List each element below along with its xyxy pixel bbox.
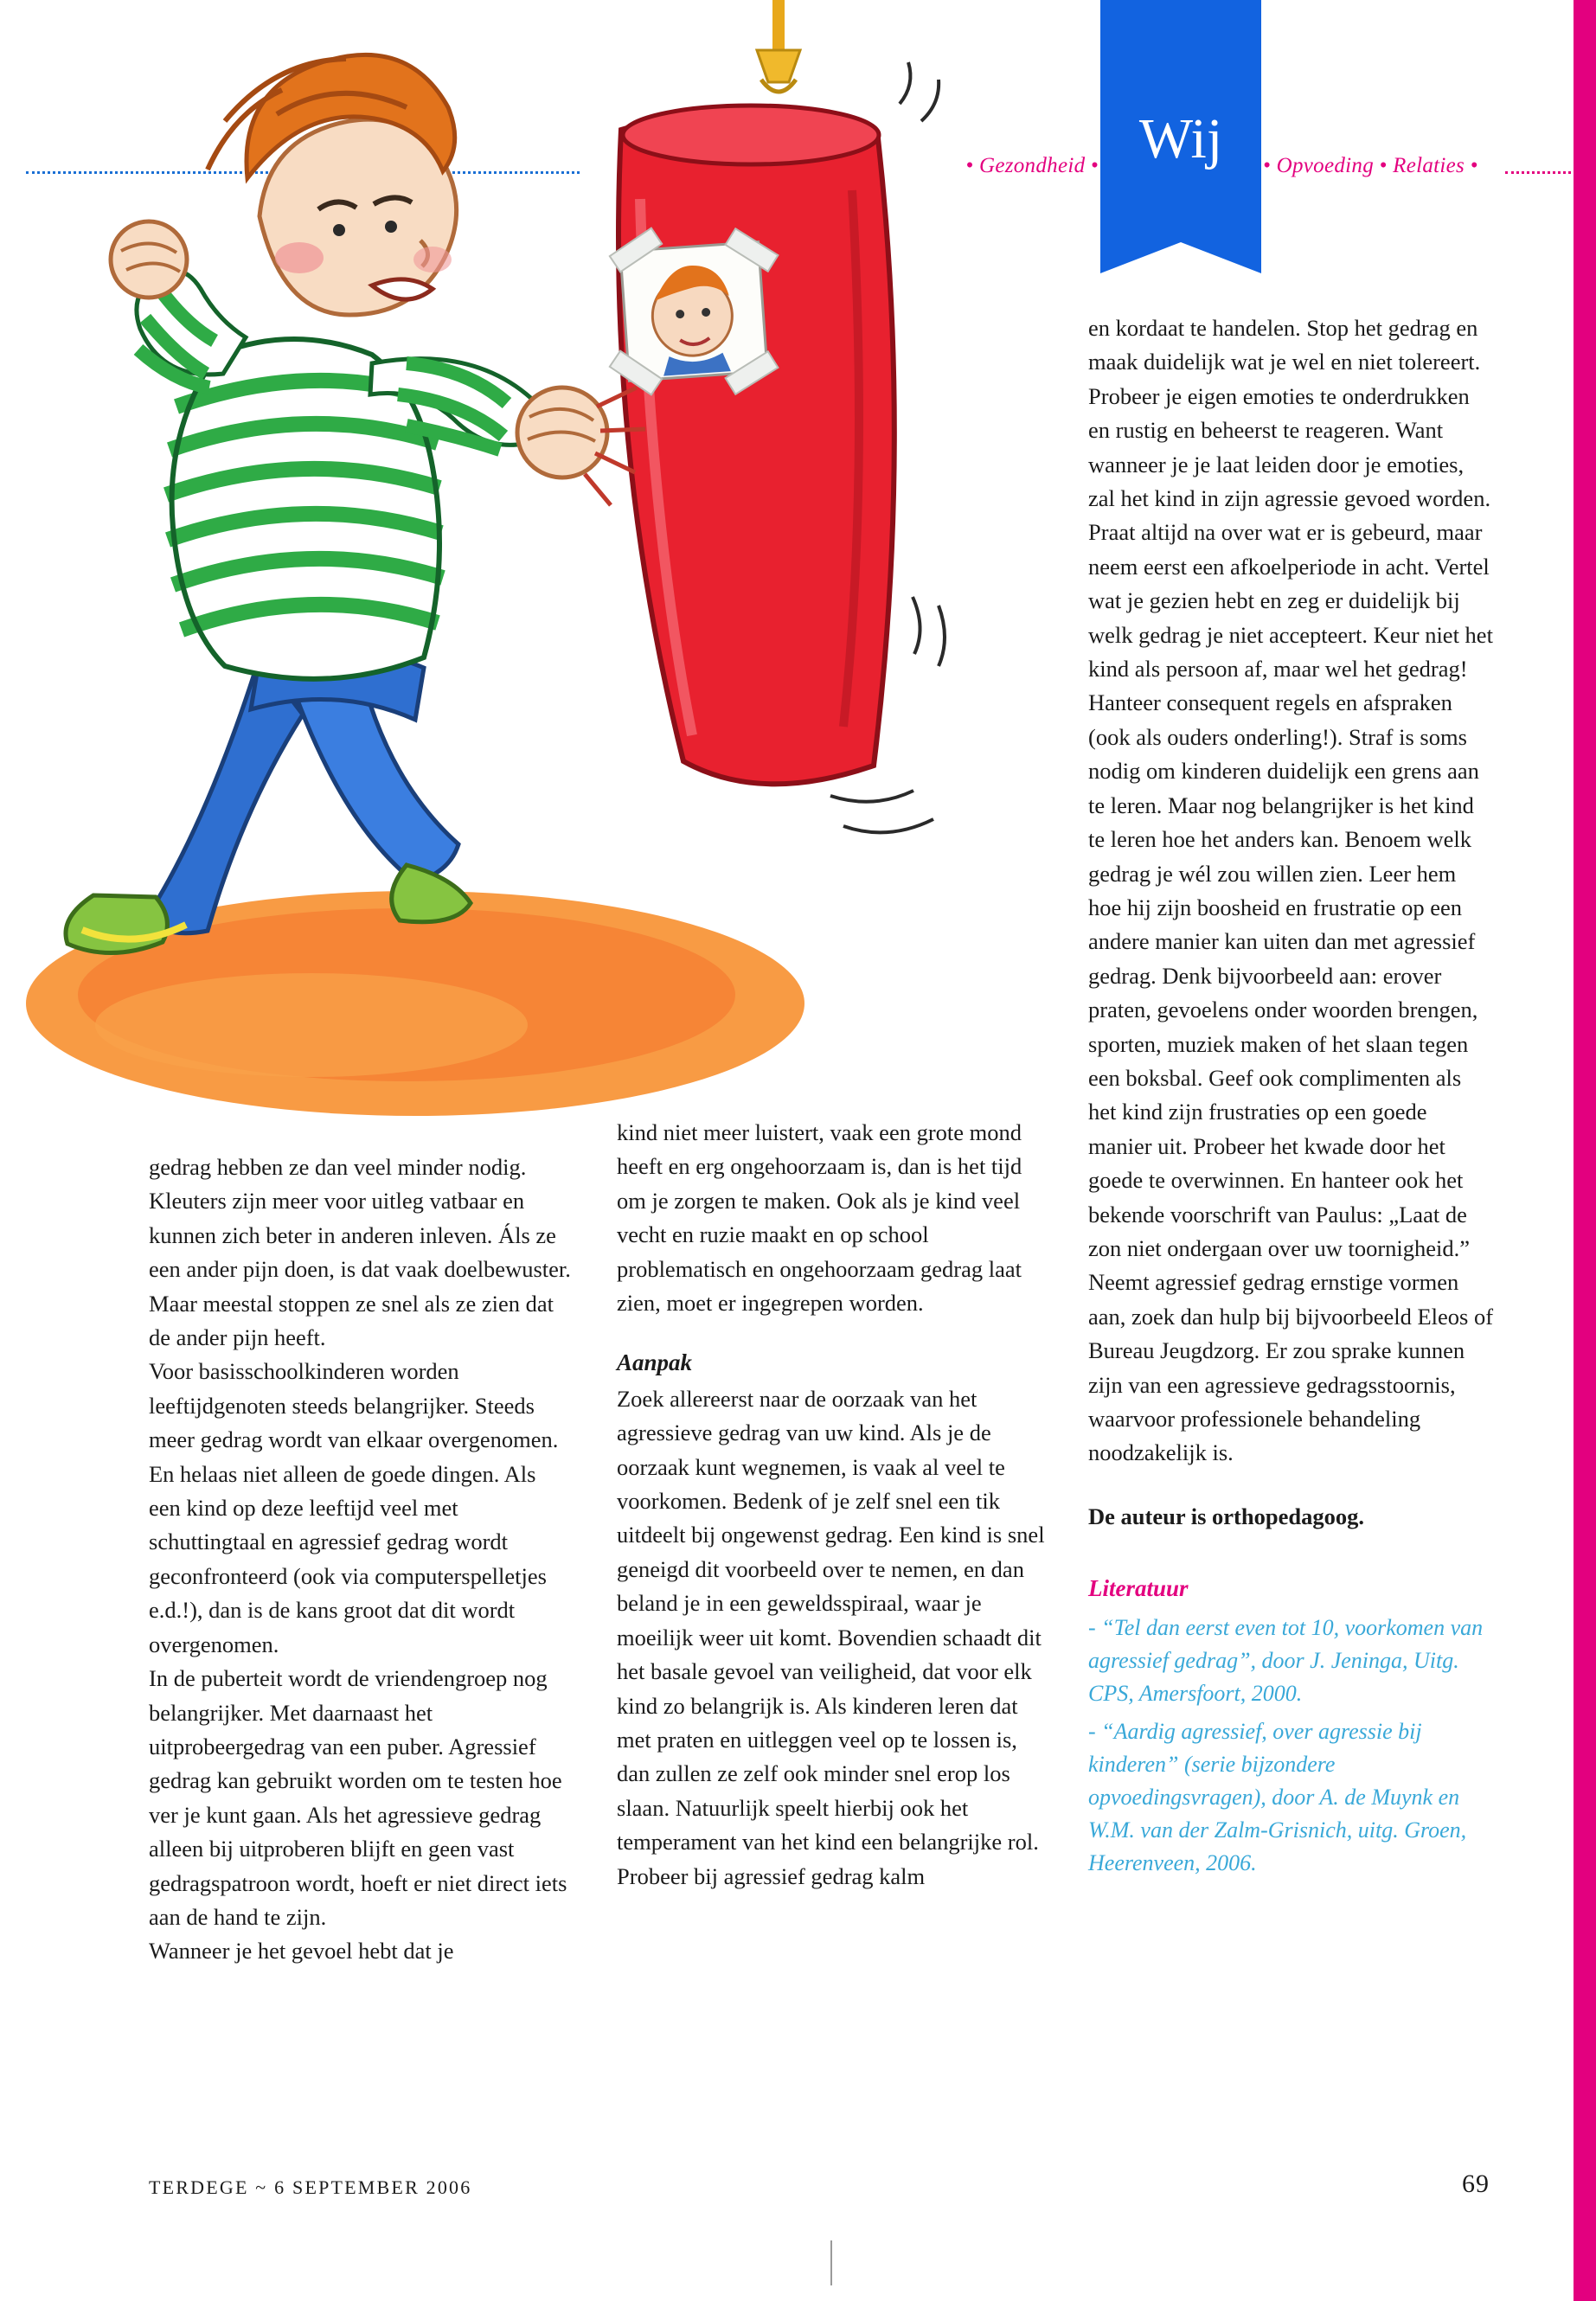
crop-mark: [830, 2240, 832, 2285]
paragraph: kind niet meer luistert, vaak een grote mond heeft en erg ongehoorzaam is, dan is het tijd om je zorgen te maken. Ook als je kind veel vecht en ruzie maakt en op school problematisch en ongehoorzaam gedrag laat zien, moet er ingegrepen worden.: [617, 1119, 1022, 1317]
literature-heading: Literatuur: [1088, 1575, 1189, 1602]
page-number: 69: [1462, 2170, 1490, 2198]
paragraph: In de puberteit wordt de vriendengroep nog belangrijker. Met daarnaast het uitprobeergedrag van een puber. Agressief gedrag kan gebruikt worden om te testen hoe ver je kunt gaan. Als het agressieve gedrag alleen bij uitproberen blijft en geen vast gedragspatroon wordt, hoeft er niet direct iets aan de hand te zijn.: [149, 1665, 567, 1930]
masthead-title: Wij: [1138, 107, 1223, 170]
article-column-2: [617, 1116, 1049, 1894]
paragraph: en kordaat te handelen. Stop het gedrag en maak duidelijk wat je wel en niet tolereert. Probeer je eigen emoties te onderdrukken en rustig en beheerst te reageren. Want wanneer je je laat leiden door je emoties, zal het kind in zijn agressie gevoed worden. Praat altijd na over wat er is gebeurd, maar neem eerst een afkoelperiode in acht. Vertel wat je gezien hebt en zeg er duidelijk bij welk gedrag je niet accepteert. Keur niet het kind als persoon af, maar wel het gedrag! Hanteer consequent regels en afspraken (ook als ouders onderling!). Straf is soms nodig om kinderen duidelijk een grens aan te leren. Maar nog belangrijker is het kind te leren hoe het anders kan. Benoem welk gedrag je wél zou willen zien. Leer hem hoe hij zijn boosheid en frustratie op een andere manier kan uiten dan met agressief gedrag. Denk bijvoorbeeld aan: erover praten, gevoelens onder woorden brengen, sporten, muziek maken of het slaan tegen een boksbal. Geef ook complimenten als het kind zijn frustraties op een goede manier uit. Probeer het kwade door het goede te overwinnen. En hanteer ook het bekende voorschrift van Paulus: „Laat de zon niet ondergaan over uw toornigheid.”: [1088, 315, 1493, 1261]
paragraph: Probeer bij agressief gedrag kalm: [617, 1862, 926, 1889]
page-edge-bar: [1574, 0, 1596, 2301]
header-topic-opvoeding-relaties: • Opvoeding • Relaties •: [1263, 154, 1478, 177]
literature-item: - “Aardig agressief, over agressie bij kinderen” (serie bijzondere opvoedingsvragen), door A. de Muynk en W.M. van der Zalm-Grisnich, uitg. Groen, Heerenveen, 2006.: [1088, 1718, 1467, 1875]
header-topic-gezondheid: • Gezondheid •: [965, 154, 1099, 177]
footer-issue-line: TERDEGE ~ 6 SEPTEMBER 2006: [149, 2176, 472, 2198]
paragraph: Wanneer je het gevoel hebt dat je: [149, 1938, 454, 1965]
page-edge-bar-gap: [1563, 0, 1574, 2301]
paragraph: Zoek allereerst naar de oorzaak van het agressieve gedrag van uw kind. Als je de oorzaak kunt wegnemen, is vaak al veel te voorkomen. Bedenk of je zelf snel een tik uitdeelt bij ongewenst gedrag. Een kind is snel geneigd dit voorbeeld over te nemen, en dan beland je in een geweldsspiraal, waar je moeilijk weer uit komt. Bovendien schaadt dit het basale gevoel van veiligheid, dat voor elk kind zo belangrijk is. Als kinderen leren dat met praten en uitleggen veel op te lossen is, dan zullen ze zelf ook minder snel erop los slaan. Natuurlijk speelt hierbij ook het temperament van het kind een belangrijke rol.: [617, 1385, 1045, 1856]
paragraph: gedrag hebben ze dan veel minder nodig. Kleuters zijn meer voor uitleg vatbaar en kunnen zich beter in anderen inleven. Áls ze een ander pijn doen, is dat vaak doelbewuster. Maar meestal stoppen ze snel als ze zien dat de ander pijn heeft.: [149, 1154, 571, 1351]
article-column-3: [1088, 311, 1495, 1880]
boy-punching-bag-illustration: [0, 0, 1060, 1133]
article-column-1: [149, 1150, 573, 1969]
paragraph: Voor basisschoolkinderen worden leeftijdgenoten steeds belangrijker. Steeds meer gedrag wordt van elkaar overgenomen. En helaas niet alleen de goede dingen. Als een kind op deze leeftijd veel met schuttingtaal en agressief gedrag wordt geconfronteerd (ook via computerspelletjes e.d.!), dan is de kans groot dat dit wordt overgenomen.: [149, 1358, 559, 1657]
paragraph: Neemt agressief gedrag ernstige vormen aan, zoek dan hulp bij bijvoorbeeld Eleos of Bureau Jeugdzorg. Er zou sprake kunnen zijn van een agressieve gedragsstoornis, waarvoor professionele behandeling noodzakelijk is.: [1088, 1269, 1494, 1466]
literature-item: - “Tel dan eerst even tot 10, voorkomen van agressief gedrag”, door J. Jeninga, Uitg. CPS, Amersfoort, 2000.: [1088, 1614, 1484, 1706]
author-note: De auteur is orthopedagoog.: [1088, 1503, 1364, 1529]
section-heading-aanpak: Aanpak: [617, 1349, 693, 1376]
